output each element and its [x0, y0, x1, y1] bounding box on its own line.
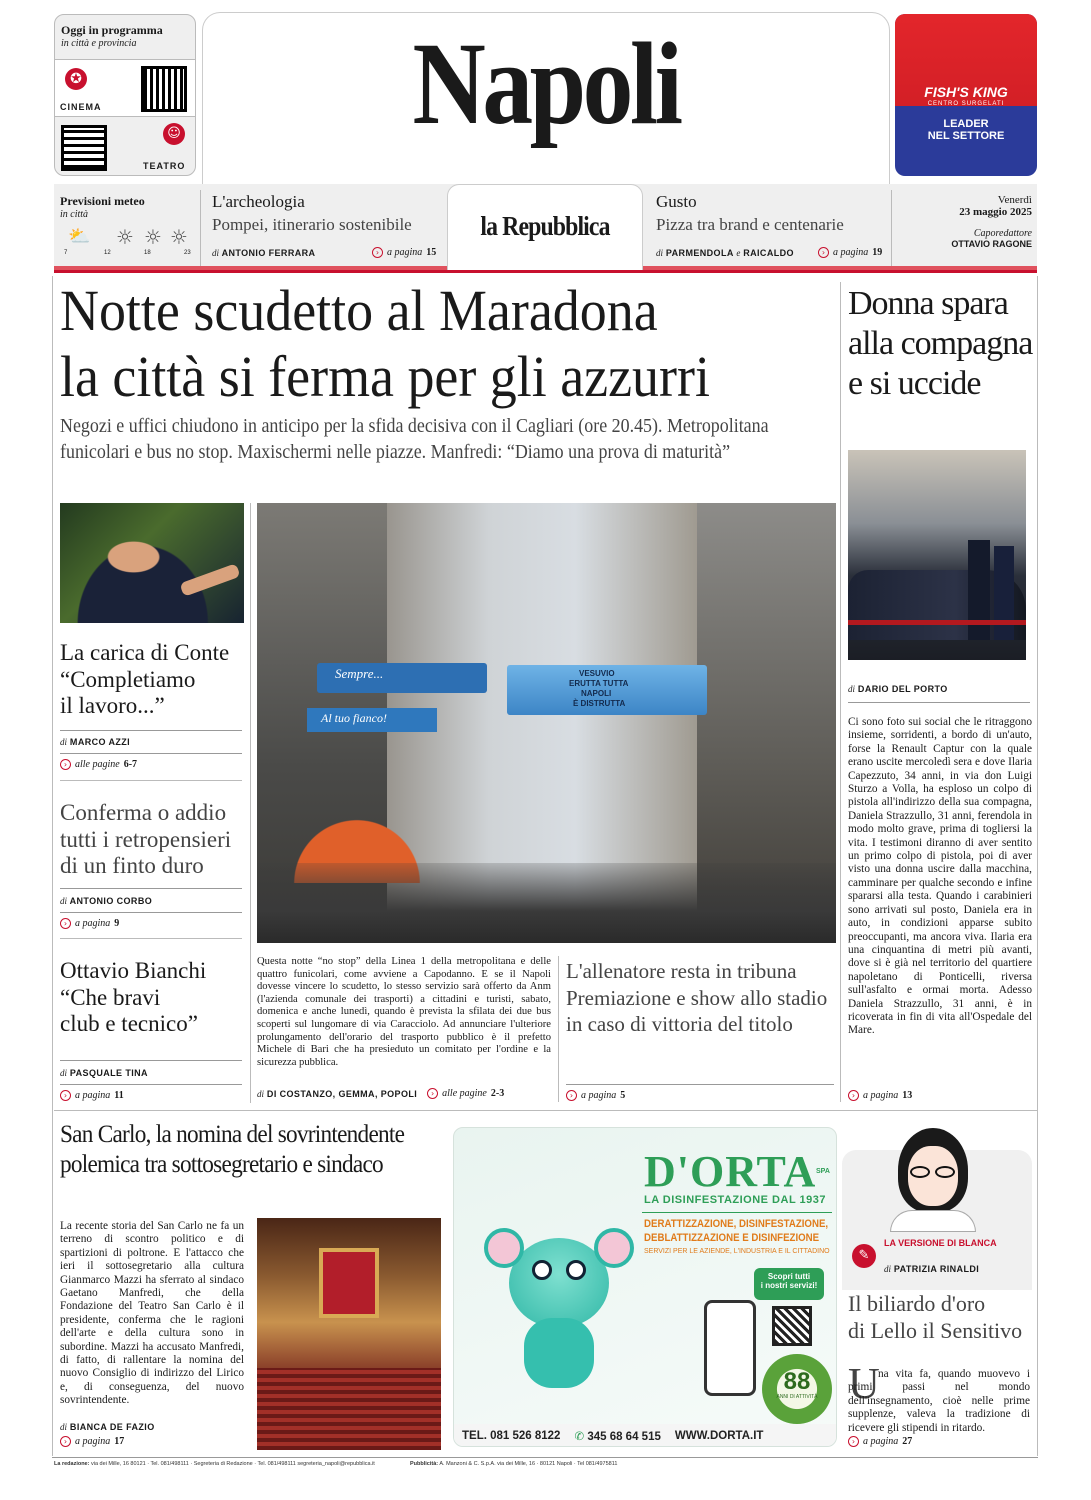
qr-label-line: Scopri tutti	[767, 1272, 811, 1281]
lead-subhead-line2: funicolari e bus no stop. Maxischermi nelle piazze. Manfredi: “Diamo una prova di maturità”	[60, 442, 731, 463]
banner-text: ERUTTA TUTTA	[569, 679, 629, 688]
page-ref-pre: a pagina	[75, 1436, 111, 1447]
date-date: 23 maggio 2025	[959, 206, 1032, 218]
lead-headline-line1[interactable]: Notte scudetto al Maradona	[60, 278, 658, 343]
programma-subtitle: in città e provincia	[61, 38, 137, 49]
arrow-right-icon: ›	[60, 759, 71, 770]
headline-line: La carica di Conte	[60, 640, 230, 665]
repubblica-logo: la Repubblica	[480, 211, 610, 241]
arrow-right-icon: ›	[60, 918, 71, 929]
arrow-right-icon: ›	[427, 1088, 438, 1099]
banner-text: NAPOLI	[581, 689, 612, 698]
anni-badge	[762, 1354, 832, 1424]
headline-line: tutti i retropensieri	[60, 826, 232, 852]
ad-fishs-king[interactable]	[895, 14, 1037, 176]
headline-line: Ottavio Bianchi	[60, 958, 207, 983]
divider	[54, 1110, 1037, 1111]
bianchi-headline[interactable]	[60, 958, 206, 1038]
arrow-right-icon: ›	[566, 1090, 577, 1101]
qr-code-cinema[interactable]	[141, 66, 187, 112]
photo-street-napoli	[257, 503, 836, 943]
headline-line: di un finto duro	[60, 853, 204, 878]
ad-brand-sub: CENTRO SURGELATI	[927, 101, 1005, 107]
footer-pubblicita	[410, 1461, 617, 1467]
dorta-services-2: DEBLATTIZZAZIONE E DISINFEZIONE	[644, 1232, 820, 1244]
teaser-author: PARMENDOLA	[665, 248, 734, 258]
headline-line: il lavoro...”	[60, 693, 165, 718]
byline-author: PASQUALE TINA	[69, 1068, 148, 1078]
teaser-gusto[interactable]	[656, 186, 888, 270]
page-ref-link[interactable]	[566, 1090, 625, 1101]
arrow-right-icon: ›	[60, 1436, 71, 1447]
editor-name: OTTAVIO RAGONE	[951, 239, 1032, 249]
arrow-right-icon: ›	[848, 1436, 859, 1447]
column-divider	[840, 282, 841, 1102]
mascot-mouse-illustration	[484, 1198, 634, 1388]
divider	[60, 912, 242, 913]
dorta-services-1: DERATTIZZAZIONE, DISINFESTAZIONE,	[644, 1218, 829, 1230]
right-headline-line: alla compagna	[848, 325, 1033, 362]
by-di: di	[257, 1088, 265, 1099]
arrow-right-icon: ›	[818, 247, 829, 258]
page-rule-right	[1037, 276, 1038, 1456]
right-headline-line: Donna spara	[848, 285, 1008, 322]
footer-redazione	[54, 1461, 375, 1467]
page-ref-pre: alle pagine	[75, 759, 120, 770]
dorta-services-3: SERVIZI PER LE AZIENDE, L'INDUSTRIA E IL CITTADINO	[644, 1248, 830, 1255]
divider	[848, 702, 1030, 703]
teaser-kicker: L'archeologia	[212, 192, 305, 211]
page-ref-pre: a pagina	[863, 1090, 899, 1101]
footer-label: La redazione:	[54, 1461, 90, 1467]
headline-line: “Completiamo	[60, 666, 196, 692]
by-di: di	[848, 684, 856, 694]
photo-conte	[60, 503, 244, 623]
page-ref-link[interactable]	[60, 1436, 124, 1447]
footer-rule	[52, 1457, 1038, 1458]
dorta-website[interactable]: WWW.DORTA.IT	[674, 1430, 764, 1442]
meteo-hour: 12	[104, 250, 111, 256]
banner-text: È DISTRUTTA	[573, 699, 626, 708]
page-rule-left	[52, 276, 53, 1456]
blanca-rubric: LA VERSIONE DI BLANCA	[884, 1238, 997, 1248]
conferma-headline[interactable]	[60, 800, 231, 880]
page-ref-pre: a pagina	[581, 1090, 617, 1101]
center-article-body: Questa notte “no stop” della Linea 1 della metropolitana e delle quattro funicolari, come avviene a Capodanno. E se il Napoli dovesse vincere lo scudetto, lo stesso servizio sarà offerto da Anm (l'azienda comunale dei trasporti) a cittadini e turisti, sabato, domenica e anche lunedì, quando è prevista la sfilata dei due bus scoperti sul lungomare di via Caracciolo. Ad annunciare l'ulteriore prolungamento dell'orario del trasporto pubblico è il prefetto Michele di Bari che ha presieduto un comitato per l'ordine e la sicurezza pubblica.	[257, 956, 551, 1068]
footer-label: Pubblicità:	[410, 1461, 439, 1467]
meteo-box	[54, 186, 196, 270]
teaser-title: Pompei, itinerario sostenibile	[212, 215, 412, 234]
page-ref-number: 6-7	[123, 759, 138, 770]
page-ref-link[interactable]	[60, 1090, 124, 1101]
page-ref-pre: alle pagine	[442, 1088, 487, 1099]
by-di: di	[884, 1264, 892, 1274]
dorta-brand: D'ORTA	[644, 1147, 817, 1196]
page-ref-link[interactable]	[848, 1090, 912, 1101]
page-ref-number: 13	[902, 1090, 913, 1101]
page-ref-number: 17	[114, 1436, 125, 1447]
page-ref-number: 27	[902, 1436, 913, 1447]
editor-role: Caporedattore	[973, 228, 1032, 239]
headline-line: “Che bravi	[60, 984, 161, 1010]
pen-icon: ✎	[852, 1244, 876, 1268]
divider	[60, 730, 242, 731]
allenatore-headline[interactable]	[566, 958, 827, 1038]
blanca-headline[interactable]	[848, 1290, 1022, 1344]
teaser-archeologia[interactable]	[212, 186, 444, 270]
byline-author: ANTONIO CORBO	[69, 896, 153, 906]
divider	[891, 190, 892, 266]
divider	[60, 888, 242, 889]
divider	[60, 753, 242, 754]
qr-code-dorta[interactable]	[772, 1306, 812, 1346]
qr-label-line: i nostri servizi!	[760, 1281, 818, 1290]
page-ref-pre: a pagina	[387, 247, 423, 258]
by-and: e	[736, 248, 741, 258]
page-ref-number: 9	[114, 918, 120, 929]
by-di: di	[60, 1422, 68, 1432]
teatro-label: TEATRO	[143, 161, 186, 171]
sun-icon: ☼	[144, 225, 162, 249]
byline-author: PATRIZIA RINALDI	[893, 1264, 980, 1274]
blanca-body: na vita fa, quando muovevo i primi passi nel mondo dell'insegnamento, cioè nelle prime supplenze, valeva la tradizione di ricevere gli stipendi in ritardo.	[848, 1368, 1030, 1434]
ad-line2: NEL SETTORE	[927, 130, 1005, 142]
qr-code-teatro[interactable]	[61, 125, 107, 171]
car-stripe	[848, 620, 1026, 625]
headline-line: in caso di vittoria del titolo	[566, 1012, 793, 1036]
meteo-hour: 7	[64, 250, 68, 256]
page-ref-pre: a pagina	[863, 1436, 899, 1447]
meteo-hour: 18	[144, 250, 151, 256]
right-headline[interactable]	[848, 284, 1032, 404]
page-ref-link[interactable]	[427, 1088, 504, 1099]
headline-line: L'allenatore resta in tribuna	[566, 959, 797, 983]
dropcap: U	[848, 1359, 880, 1408]
page-ref-pre: a pagina	[75, 918, 111, 929]
dorta-tag: LA DISINFESTAZIONE DAL 1937	[644, 1194, 826, 1206]
page-ref-pre: a pagina	[833, 247, 869, 258]
red-rule	[54, 270, 1037, 273]
divider	[60, 1060, 242, 1061]
page-ref-number: 15	[426, 247, 437, 258]
arrow-right-icon: ›	[848, 1090, 859, 1101]
divider	[200, 190, 201, 266]
banner-text: VESUVIO	[579, 669, 615, 678]
dorta-whatsapp: 345 68 64 515	[587, 1431, 661, 1443]
teaser-title: Pizza tra brand e centenarie	[656, 215, 844, 234]
lead-subhead-line1: Negozi e uffici chiudono in anticipo per la sfida decisiva con il Cagliari (ore 20.45). Metropolitana	[60, 416, 769, 437]
ad-dorta[interactable]	[453, 1127, 837, 1447]
anni-label: ANNI DI ATTIVITÀ	[776, 1394, 818, 1400]
conte-headline[interactable]	[60, 640, 229, 720]
arrow-right-icon: ›	[60, 1090, 71, 1101]
page-ref-number: 19	[872, 247, 883, 258]
officer-shape	[994, 546, 1014, 640]
right-article-body: Ci sono foto sui social che le ritraggono insieme, sorridenti, a bordo di un'auto, forse la Renault Captur con la quale erano uscite mercoledì sera e dove Ilaria Capezzuto, 34 anni, in via don Luigi Sturzo a Volla, ha esploso un colpo di pistola all'indirizzo della sua compagna, Daniela Strazzullo, 31 anni, ferendola in modo molto grave, prima di togliersi la vita. I testimoni diranno di aver sentito un primo colpo di pistola, poi di aver visto una donna uscire dalla macchina, camminare per qualche secondo e infine spararsi alla testa. Quando i carabinieri sono arrivati sul posto, Daniela era in auto, in condizioni apparse subito preoccupanti, ma ancora viva. Ilaria era una cinquantina di metri più avanti, dove si è già nel territorio del quartiere napoletano di Ponticelli, riversa sull'asfalto e ormai morta. Adesso Daniela Strazzullo, 31 anni, è in ricoverata in fin di vita all'Ospedale del Mare.	[848, 716, 1032, 1037]
portrait-illustration	[880, 1128, 980, 1232]
divider	[60, 1084, 242, 1085]
banner-text: Al tuo fianco!	[321, 711, 387, 725]
byline-author: DI COSTANZO, GEMMA, POPOLI	[266, 1088, 418, 1099]
teaser-author: RAICALDO	[743, 248, 794, 258]
page-ref-number: 2-3	[490, 1088, 505, 1099]
cloud-sun-icon: ⛅	[68, 226, 91, 247]
column-divider	[250, 503, 251, 1103]
officer-shape	[968, 540, 990, 640]
anni-number: 88	[783, 1368, 811, 1395]
headline-line: polemica tra sottosegretario e sindaco	[60, 1151, 383, 1178]
right-headline-line: e si uccide	[848, 365, 981, 402]
headline-line: Premiazione e show allo stadio	[566, 985, 828, 1010]
by-di: di	[656, 248, 664, 258]
masthead-box	[202, 12, 890, 184]
dorta-rule	[642, 1212, 832, 1213]
byline-author: MARCO AZZI	[69, 737, 131, 747]
by-di: di	[60, 896, 68, 906]
headline-line: di Lello il Sensitivo	[848, 1318, 1023, 1343]
page-ref-link[interactable]	[60, 918, 119, 929]
footer-text: via dei Mille, 16 80121 · Tel. 081/498111 · Segreteria di Redazione · Tel. 081/498111 segreteria_napoli@repubblica.it	[90, 1461, 375, 1467]
footer-text: A. Manzoni & C. S.p.A. via dei Mille, 16 · 80121 Napoli · Tel 081/4975811	[439, 1461, 618, 1467]
ad-line1: LEADER	[943, 118, 989, 130]
qr-label-bubble	[754, 1268, 824, 1300]
page-ref-link[interactable]	[848, 1436, 912, 1447]
dorta-spa: SPA	[816, 1168, 830, 1175]
crowd	[257, 863, 836, 943]
divider	[60, 780, 242, 781]
repubblica-box	[447, 184, 643, 270]
teatro-icon: ☺	[163, 123, 185, 145]
sancarlo-headline[interactable]	[60, 1120, 404, 1180]
ad-brand: FISH'S KING	[924, 84, 1008, 100]
teaser-author: ANTONIO FERRARA	[221, 248, 316, 258]
masthead-title: Napoli	[412, 18, 680, 149]
meteo-title: Previsioni meteo	[60, 194, 145, 208]
cinema-icon: ✪	[65, 68, 87, 90]
sancarlo-body: La recente storia del San Carlo ne fa un terreno di scontro politico e di spartizioni di poltrone. E l'attacco che ieri il sottosegretario alla cultura Gianmarco Mazzi ha sferrato al sindaco Gaetano Manfredi, che della Fondazione del Teatro San Carlo è il presidente, conferma che le ragioni dell'arte e della cultura sono in subordine. Mazzi ha accusato Manfredi, di fatto, di rallentare la nomina del nuovo Consiglio di indirizzo del Lirico e, di conseguenza, del nuovo sovrintendente.	[60, 1220, 244, 1407]
column-divider	[558, 956, 559, 1102]
phone-illustration	[704, 1300, 756, 1396]
byline-author: BIANCA DE FAZIO	[69, 1422, 155, 1432]
lead-headline-line2[interactable]: la città si ferma per gli azzurri	[60, 344, 710, 409]
sun-icon: ☼	[116, 225, 134, 249]
page-ref-number: 11	[114, 1090, 124, 1101]
whatsapp-icon: ✆	[574, 1429, 585, 1443]
programma-title: Oggi in programma	[61, 23, 163, 37]
photo-teatro-san-carlo	[257, 1218, 441, 1450]
dorta-phone[interactable]: TEL. 081 526 8122	[462, 1430, 561, 1442]
sun-icon: ☼	[170, 225, 188, 249]
teaser-kicker: Gusto	[656, 192, 697, 211]
arrow-right-icon: ›	[372, 247, 383, 258]
divider	[60, 938, 242, 939]
by-di: di	[212, 248, 220, 258]
programma-box	[54, 14, 196, 176]
meteo-hour: 23	[184, 250, 191, 256]
divider	[566, 1084, 834, 1085]
meteo-subtitle: in città	[60, 209, 89, 220]
headline-line: Conferma o addio	[60, 800, 227, 825]
stalls	[257, 1368, 441, 1450]
arm-shape	[179, 563, 240, 597]
page-ref-pre: a pagina	[75, 1090, 111, 1101]
byline-author: DARIO DEL PORTO	[857, 684, 948, 694]
page-ref-number: 5	[620, 1090, 626, 1101]
date-block	[895, 186, 1032, 270]
stage-curtain	[319, 1248, 379, 1318]
by-di: di	[60, 1068, 68, 1078]
banner-text: Sempre...	[335, 666, 384, 681]
by-di: di	[60, 737, 68, 747]
date-day: Venerdì	[997, 194, 1032, 206]
cinema-label: CINEMA	[60, 102, 102, 112]
page-ref-link[interactable]	[60, 759, 137, 770]
headline-line: club e tecnico”	[60, 1011, 198, 1036]
headline-line: San Carlo, la nomina del sovrintendente	[60, 1121, 405, 1148]
photo-carabinieri	[848, 450, 1026, 660]
headline-line: Il biliardo d'oro	[848, 1291, 986, 1316]
